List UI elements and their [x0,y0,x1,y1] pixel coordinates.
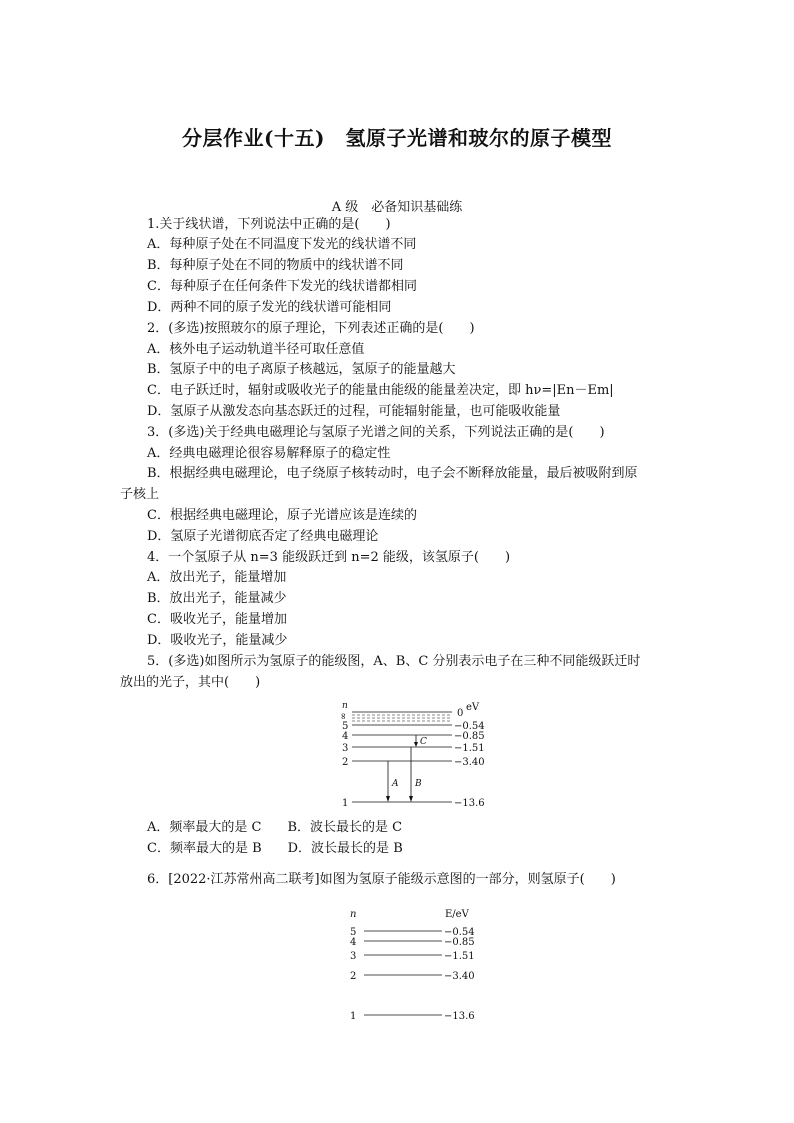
q1-stem: 1.关于线状谱，下列说法中正确的是( ) [147,217,391,232]
q4-stem: 4．一个氢原子从 n=3 能级跃迁到 n=2 能级，该氢原子( ) [147,550,511,565]
q5-options-cd: C．频率最大的是 B D．波长最长的是 B [147,841,403,856]
q3-option-b: B．根据经典电磁理论，电子绕原子核转动时，电子会不断释放能量，最后被吸附到原 [147,466,638,481]
q4-option-b: B．放出光子，能量减少 [147,591,287,606]
unit-label: eV [466,702,480,713]
energy-value: −3.40 [454,757,485,768]
level-n-label: 5 [350,927,357,938]
arrow-label-a: A [392,779,399,789]
q1-option-d: D．两种不同的原子发光的线状谱可能相同 [147,300,392,315]
arrow-label-c: C [420,737,427,747]
arrow-head-icon [386,796,390,802]
energy-value: −13.6 [454,798,485,809]
energy-value: −0.85 [444,937,475,948]
level-n-label: 3 [342,743,349,754]
level-n-label: 4 [350,937,357,948]
section-heading: A 级 必备知识基础练 [331,200,463,215]
energy-level-diagram-q6 [340,905,490,1025]
q1-option-a: A．每种原子处在不同温度下发光的线状谱不同 [147,237,417,252]
level-n-label: 1 [350,1011,357,1022]
q4-option-c: C．吸收光子，能量增加 [147,612,287,627]
unit-label: E/eV [445,909,469,920]
q3-option-c: C．根据经典电磁理论，原子光谱应该是连续的 [147,508,417,523]
q2-option-d: D．氢原子从激发态向基态跃迁的过程，可能辐射能量，也可能吸收能量 [147,404,561,419]
level-n-label: 2 [342,757,349,768]
arrow-head-icon [414,742,418,747]
q4-option-d: D．吸收光子，能量减少 [147,633,288,648]
energy-value: −0.54 [444,927,475,938]
q4-option-a: A．放出光子，能量增加 [147,570,287,585]
q3-option-d: D．氢原子光谱彻底否定了经典电磁理论 [147,529,379,544]
arrow-label-b: B [415,779,422,789]
q1-option-b: B．每种原子处在不同的物质中的线状谱不同 [147,258,404,273]
level-n-label: 2 [350,971,357,982]
energy-level-diagram-q5 [336,698,506,810]
level-n-label: 4 [342,731,349,742]
q2-option-b: B．氢原子中的电子离原子核越远，氢原子的能量越大 [147,362,456,377]
q3-stem: 3．(多选)关于经典电磁理论与氢原子光谱之间的关系，下列说法正确的是( ) [147,425,605,440]
q6-stem: 6．[2022·江苏常州高二联考]如图为氢原子能级示意图的一部分，则氢原子( ) [147,872,616,887]
energy-value: −13.6 [444,1011,475,1022]
energy-value: −1.51 [444,951,475,962]
energy-value: −0.54 [454,721,485,732]
energy-value: 0 [457,708,464,719]
q5-stem-cont: 放出的光子，其中( ) [120,675,261,690]
energy-value: −1.51 [454,743,485,754]
level-n-infinity: ∞ [339,712,349,720]
q5-options-ab: A．频率最大的是 C B．波长最长的是 C [147,820,403,835]
arrow-head-icon [409,796,413,802]
level-n-label: 5 [342,721,349,732]
q1-option-c: C．每种原子在任何条件下发光的线状谱都相同 [147,279,417,294]
energy-value: −3.40 [444,971,475,982]
energy-value: −0.85 [454,731,485,742]
q2-option-a: A．核外电子运动轨道半径可取任意值 [147,342,365,357]
q3-option-b-cont: 子核上 [120,487,160,502]
page-title: 分层作业(十五) 氢原子光谱和玻尔的原子模型 [182,126,612,150]
level-n-label: 1 [342,798,349,809]
q5-stem: 5．(多选)如图所示为氢原子的能级图，A、B、C 分别表示电子在三种不同能级跃迁时 [147,654,641,669]
q3-option-a: A．经典电磁理论很容易解释原子的稳定性 [147,446,391,461]
level-n-label: 3 [350,951,357,962]
n-axis-label: n [350,909,357,920]
n-axis-label: n [342,701,348,711]
q2-stem: 2．(多选)按照玻尔的原子理论，下列表述正确的是( ) [147,321,475,336]
q2-option-c: C．电子跃迁时，辐射或吸收光子的能量由能级的能量差决定，即 hν=|En－Em| [147,383,614,398]
